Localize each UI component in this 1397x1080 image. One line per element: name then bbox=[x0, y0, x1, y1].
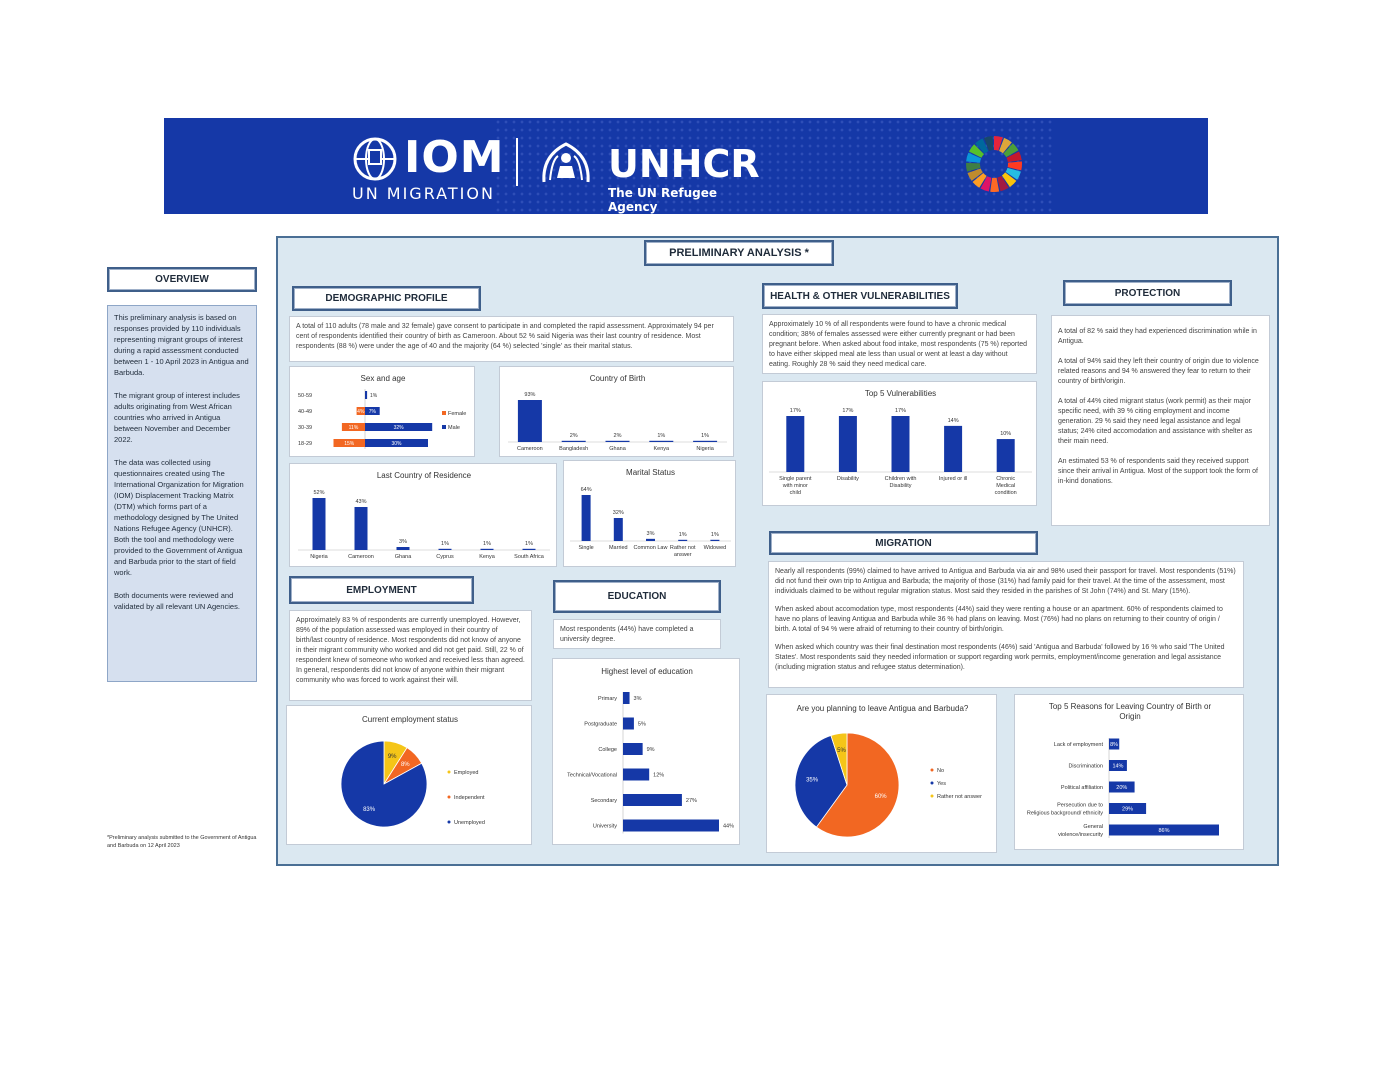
legend-marker bbox=[931, 769, 934, 772]
category-label: 50-59 bbox=[298, 393, 313, 399]
data-label: 60% bbox=[874, 793, 887, 800]
category-label: Married bbox=[608, 545, 628, 551]
data-label: 44% bbox=[723, 823, 735, 830]
data-label: 14% bbox=[947, 417, 959, 424]
data-label: 1% bbox=[483, 540, 491, 547]
unhcr-tagline: The UN Refugee Agency bbox=[608, 186, 718, 214]
legend-marker bbox=[931, 782, 934, 785]
chart-title: Highest level of education bbox=[601, 667, 693, 676]
protection-text bbox=[1051, 315, 1270, 526]
bar bbox=[649, 441, 673, 442]
employment-header: EMPLOYMENT bbox=[289, 576, 474, 604]
migration-paragraph: When asked about accomodation type, most respondents (44%) said they were renting a house or an apartment. 60% of respondents claimed to have no plans of leaving Antigua and Barbuda while 36 % had plans on leaving. Most (76%) had no plans on returning to their country of origin / birth. A total of 94 % were afraid of returning to their country of birth/origin. bbox=[775, 606, 1223, 633]
overview-paragraph: Both documents were reviewed and validated by all relevant UN Agencies. bbox=[114, 591, 240, 611]
data-label: 15% bbox=[344, 441, 355, 447]
data-label: 2% bbox=[613, 432, 622, 439]
logo-divider bbox=[516, 138, 518, 186]
data-label: 9% bbox=[387, 753, 397, 760]
migration-paragraph: Nearly all respondents (99%) claimed to have arrived to Antigua and Barbuda via air and 98% used their passport for travel. Most respondents (51%) did not fund their own trip to Antigua and Barbuda; the majority of those (31%) had family paid for their travel. At the time of the assessment, most individuals claimed to be without regular migration status. Most said they resided in the parishes of St John (74%) and St. Mary (15%). bbox=[775, 568, 1236, 595]
chart-title: Marital Status bbox=[626, 468, 675, 477]
chart-title: Top 5 Reasons for Leaving Country of Birth or bbox=[1048, 702, 1212, 711]
category-label: Persecution due to bbox=[1057, 802, 1103, 809]
data-label: 1% bbox=[525, 540, 533, 547]
data-label: 4% bbox=[357, 409, 365, 415]
category-label: South Africa bbox=[514, 554, 544, 560]
category-label: Ghana bbox=[394, 554, 412, 560]
data-label: 5% bbox=[637, 721, 646, 728]
header-banner bbox=[164, 118, 1208, 214]
legend-marker bbox=[448, 821, 451, 824]
data-label: 3% bbox=[633, 696, 642, 702]
footnote: *Preliminary analysis submitted to the Government of Antigua and Barbuda on 12 April 2023 bbox=[107, 835, 257, 849]
protection-paragraph: A total of 94% said they left their country of origin due to violence related reasons and 94 % answered they fear to return to their country of birth/origin. bbox=[1058, 358, 1259, 385]
employment-text: Approximately 83 % of respondents are currently unemployed. However, 89% of the population assessed was employed in their country of birth/last country of residence. Most respondents did not know of anyone in their migrant community who worked and did not get paid. Still, 22 % of respondent knew of someone who worked and received less than agreed. In general, respondents did not know of anyone within their migrant community who was forced to work against their will. bbox=[289, 610, 532, 701]
bar bbox=[397, 547, 410, 550]
data-label: 17% bbox=[894, 408, 907, 414]
data-label: 1% bbox=[710, 531, 719, 538]
category-label: Cameroon bbox=[348, 554, 374, 560]
category-label: Single bbox=[578, 545, 594, 551]
category-label: Bangladesh bbox=[559, 446, 589, 452]
legend-label: Independent bbox=[454, 795, 485, 801]
data-label: 29% bbox=[1122, 806, 1134, 813]
legend-marker bbox=[442, 411, 446, 415]
data-label: 17% bbox=[842, 408, 854, 414]
bar bbox=[623, 769, 649, 781]
bar bbox=[710, 540, 719, 541]
data-label: 14% bbox=[1112, 763, 1124, 770]
data-label: 9% bbox=[646, 747, 655, 753]
data-label: 52% bbox=[313, 490, 325, 496]
legend-label: Unemployed bbox=[454, 820, 485, 826]
bar bbox=[786, 416, 804, 472]
overview-paragraph: This preliminary analysis is based on responses provided by 110 individuals representing migrant groups of interest during a rapid assessment conducted between 1 - 10 April 2023 in Antigua and Barbuda. bbox=[114, 313, 249, 377]
legend-label: Yes bbox=[937, 781, 946, 787]
legend-marker bbox=[448, 771, 451, 774]
data-label: 83% bbox=[363, 807, 376, 814]
bar bbox=[355, 507, 368, 550]
bar bbox=[614, 518, 623, 541]
category-label: Political affiliation bbox=[1060, 785, 1103, 791]
category-label: Common Law bbox=[633, 545, 668, 551]
data-label: 10% bbox=[1000, 431, 1012, 438]
bar bbox=[839, 416, 857, 472]
bar bbox=[481, 549, 494, 550]
overview-header: OVERVIEW bbox=[107, 267, 257, 292]
data-label: 86% bbox=[1158, 828, 1170, 834]
demographic-text: A total of 110 adults (78 male and 32 female) gave consent to participate in and completed the rapid assessment. Approximately 94 per cent of respondents identified their country of birth as Cameroon. About 52 % said Nigeria was their last country of residence. Most respondents (88 %) were under the age of 40 and the majority (64 %) selected 'single' as their marital status. bbox=[289, 316, 734, 362]
data-label: 12% bbox=[653, 772, 665, 779]
category-label: Ghana bbox=[609, 446, 626, 452]
migration-text bbox=[768, 561, 1244, 688]
bar bbox=[439, 549, 452, 550]
category-label: Rather not bbox=[669, 545, 696, 551]
health-header: HEALTH & OTHER VULNERABILITIES bbox=[762, 283, 958, 309]
unhcr-wordmark: UNHCR bbox=[608, 142, 760, 186]
legend-marker bbox=[931, 795, 934, 798]
chart-title: Sex and age bbox=[360, 374, 406, 383]
data-label: 2% bbox=[569, 432, 578, 439]
education-text: Most respondents (44%) have completed a university degree. bbox=[553, 619, 721, 649]
leave-plan-chart bbox=[766, 694, 997, 853]
education-header: EDUCATION bbox=[553, 580, 721, 613]
category-label: Disability bbox=[889, 483, 912, 489]
iom-logo bbox=[352, 132, 505, 203]
category-label: Medical bbox=[996, 483, 1016, 489]
category-label: violence/insecurity bbox=[1058, 832, 1103, 838]
data-label: 32% bbox=[612, 510, 624, 516]
demographic-header: DEMOGRAPHIC PROFILE bbox=[292, 286, 481, 311]
bar bbox=[562, 441, 586, 442]
sex-age-chart bbox=[289, 366, 475, 457]
category-label: 18-29 bbox=[298, 441, 313, 447]
category-label: Children with bbox=[884, 476, 917, 482]
category-label: Primary bbox=[598, 696, 617, 702]
data-label: 8% bbox=[400, 761, 410, 768]
category-label: Single parent bbox=[779, 476, 812, 482]
chart-title: Current employment status bbox=[361, 715, 459, 724]
category-label: 30-39 bbox=[298, 425, 313, 431]
category-label: Religious background/ ethnicity bbox=[1026, 810, 1103, 817]
unhcr-logo bbox=[538, 138, 760, 214]
category-label: answer bbox=[673, 552, 692, 558]
data-label: 93% bbox=[524, 392, 536, 398]
iom-tagline: UN MIGRATION bbox=[352, 184, 495, 203]
unhcr-emblem-icon bbox=[538, 138, 594, 188]
data-label: 1% bbox=[370, 393, 378, 399]
category-label: child bbox=[789, 490, 801, 496]
sdg-wheel-icon bbox=[964, 134, 1024, 194]
legend-marker bbox=[448, 796, 451, 799]
bar bbox=[623, 794, 682, 806]
bar bbox=[606, 441, 630, 442]
education-chart bbox=[552, 658, 740, 845]
category-label: with minor bbox=[782, 483, 808, 489]
protection-paragraph: An estimated 53 % of respondents said they received support since their arrival in Antigua. Most of the support took the form of in-kind donations. bbox=[1058, 458, 1258, 485]
category-label: General bbox=[1083, 824, 1103, 830]
leaving-reasons-chart bbox=[1014, 694, 1244, 850]
data-label: 20% bbox=[1116, 785, 1128, 791]
protection-paragraph: A total of 44% cited migrant status (work permit) as their major specific need, with 39 % citing employment and income generation. 29 % said they need legal assistance and legal status; 24% cited accomodation and assistance with shelter as their main need. bbox=[1058, 398, 1253, 445]
category-label: College bbox=[598, 747, 617, 753]
legend-label: No bbox=[937, 768, 945, 774]
migration-header: MIGRATION bbox=[769, 531, 1038, 555]
data-label: 5% bbox=[837, 748, 846, 755]
category-label: condition bbox=[994, 490, 1017, 496]
category-label: Nigeria bbox=[696, 446, 714, 452]
bar bbox=[623, 718, 634, 730]
data-label: 43% bbox=[355, 499, 367, 505]
marital-status-chart bbox=[563, 460, 736, 567]
chart-title: Are you planning to leave Antigua and Barbuda? bbox=[796, 704, 969, 713]
data-label: 1% bbox=[678, 531, 687, 538]
category-label: Kenya bbox=[479, 554, 495, 560]
data-label: 7% bbox=[368, 409, 376, 415]
category-label: Secondary bbox=[590, 798, 617, 804]
chart-title: Origin bbox=[1119, 712, 1141, 721]
legend-label: Employed bbox=[454, 770, 479, 776]
data-label: 1% bbox=[701, 432, 710, 439]
bar bbox=[678, 540, 687, 541]
legend-label: Rather not answer bbox=[937, 794, 982, 800]
category-label: Nigeria bbox=[310, 554, 328, 560]
protection-header: PROTECTION bbox=[1063, 280, 1232, 306]
category-label: Disability bbox=[836, 476, 859, 482]
bar bbox=[518, 400, 542, 442]
data-label: 17% bbox=[789, 408, 801, 414]
bar bbox=[944, 426, 962, 472]
data-label: 11% bbox=[348, 425, 359, 431]
bar bbox=[623, 743, 643, 755]
data-label: 1% bbox=[441, 540, 449, 547]
chart-title: Top 5 Vulnerabilities bbox=[864, 389, 937, 398]
bar bbox=[623, 692, 630, 704]
data-label: 27% bbox=[685, 798, 697, 804]
legend-marker bbox=[442, 425, 446, 429]
migration-paragraph: When asked which country was their final destination most respondents (46%) said 'Antigua and Barbuda' followed by 16 % who said 'The United States'. Most respondents said they needed information or support regarding work permits, employment/income generation and legal assistance (including migration status and refugee status determination). bbox=[775, 644, 1225, 671]
data-label: 32% bbox=[393, 425, 404, 431]
data-label: 30% bbox=[391, 441, 402, 447]
data-label: 3% bbox=[399, 539, 407, 545]
category-label: Kenya bbox=[653, 446, 670, 452]
bar bbox=[892, 416, 910, 472]
category-label: Cyprus bbox=[436, 554, 454, 560]
bar bbox=[997, 439, 1015, 472]
legend-label: Male bbox=[448, 425, 460, 431]
vulnerabilities-chart bbox=[762, 381, 1037, 506]
data-label: 8% bbox=[1110, 742, 1119, 748]
category-label: University bbox=[592, 823, 617, 830]
iom-globe-icon bbox=[352, 136, 398, 182]
page-title: PRELIMINARY ANALYSIS * bbox=[644, 240, 834, 266]
category-label: Lack of employment bbox=[1053, 742, 1103, 748]
data-label: 1% bbox=[657, 432, 666, 439]
last-residence-chart bbox=[289, 463, 557, 567]
data-label: 3% bbox=[646, 530, 655, 537]
data-label: 35% bbox=[806, 777, 819, 784]
bar bbox=[693, 441, 717, 442]
category-label: Widowed bbox=[703, 545, 727, 551]
category-label: 40-49 bbox=[298, 409, 313, 415]
category-label: Technical/Vocational bbox=[567, 772, 617, 779]
category-label: Cameroon bbox=[517, 446, 543, 452]
overview-text bbox=[107, 305, 257, 682]
bar bbox=[582, 495, 591, 541]
category-label: Postgraduate bbox=[584, 721, 617, 728]
iom-wordmark: IOM bbox=[404, 132, 505, 183]
category-label: Discrimination bbox=[1068, 763, 1103, 770]
overview-paragraph: The migrant group of interest includes adults originating from West African countries who arrived in Antigua between November and December 2022. bbox=[114, 391, 240, 444]
bar bbox=[523, 549, 536, 550]
health-text: Approximately 10 % of all respondents were found to have a chronic medical condition; 38% of females assessed were either currently pregnant or had been pregnant before. When asked about food intake, most respondents (75 %) reported to have either skipped meal ate less than usual or went at least a day without eating. Roughly 28 % said they need medical care. bbox=[762, 314, 1037, 374]
legend-label: Female bbox=[448, 411, 467, 417]
overview-paragraph: The data was collected using questionnaires created using The International Organization for Migration (IOM) Displacement Tracking Matrix (DTM) which forms part of a methodology designed by The United Nations Refugee Agency (UNHCR). Both the tool and methodology were provided to the Government of Antigua and Barbuda prior to the start of field work. bbox=[114, 458, 244, 577]
employment-status-chart bbox=[286, 705, 532, 845]
category-label: Chronic bbox=[996, 476, 1016, 482]
bar bbox=[623, 820, 719, 832]
chart-title: Country of Birth bbox=[589, 374, 646, 383]
bar bbox=[313, 498, 326, 550]
chart-title: Last Country of Residence bbox=[376, 471, 472, 480]
category-label: Injured or ill bbox=[938, 476, 968, 482]
protection-paragraph: A total of 82 % said they had experienced discrimination while in Antigua. bbox=[1058, 328, 1257, 345]
bar bbox=[646, 539, 655, 541]
country-birth-chart bbox=[499, 366, 734, 457]
data-label: 64% bbox=[580, 487, 592, 493]
bar-male bbox=[365, 391, 367, 399]
